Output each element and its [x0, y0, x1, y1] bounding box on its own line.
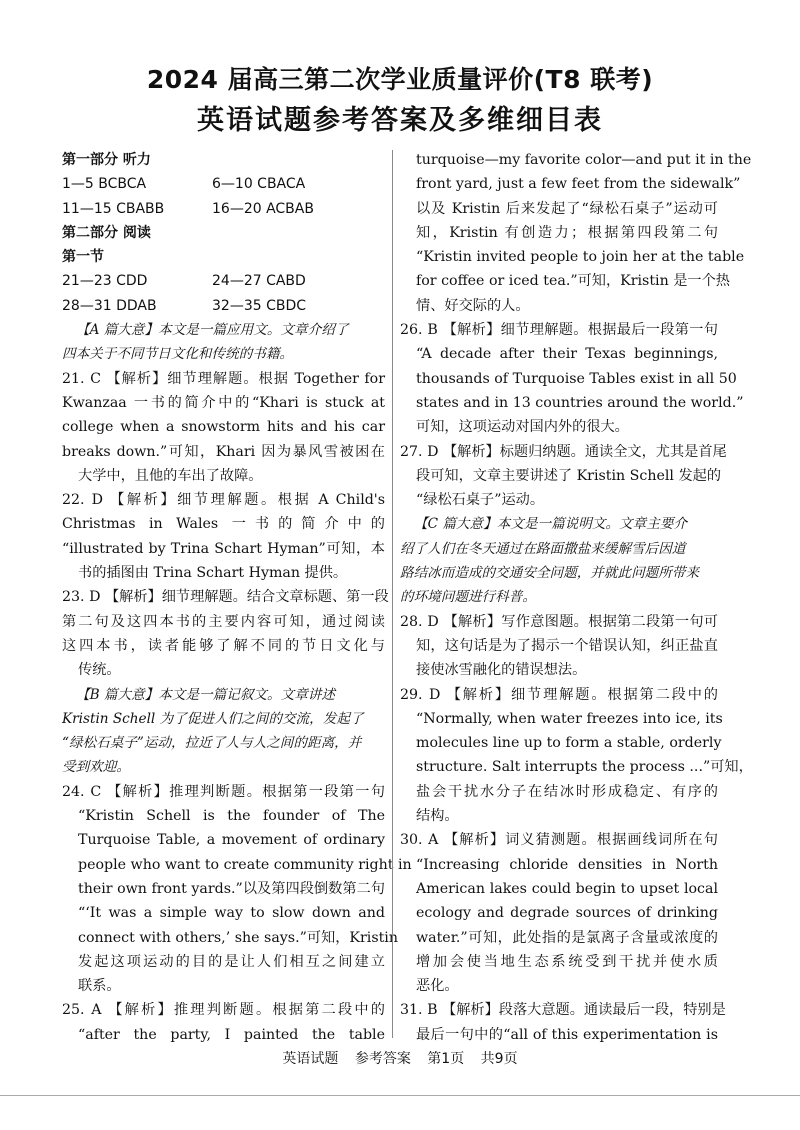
footer-label: 参考答案: [354, 1051, 411, 1067]
text-line: 21. C 【解析】细节理解题。根据 Together for: [62, 370, 385, 387]
section-heading: 第二部分 阅读: [62, 224, 151, 241]
answer-group: 28—31 DDAB: [62, 297, 157, 314]
text-line: 24. C 【解析】推理判断题。根据第一段第一句: [62, 783, 385, 800]
text-line: college when a snowstorm hits and his car: [62, 419, 385, 436]
text-line: 知，这句话是为了揭示一个错误认知，纠正盐直: [416, 637, 718, 654]
footer-subject: 英语试题: [282, 1051, 339, 1067]
answer-group: 32—35 CBDC: [212, 297, 307, 314]
section-heading: 第一部分 听力: [62, 152, 151, 168]
text-line: 接使冰雪融化的错误想法。: [416, 662, 587, 679]
text-line: 传统。: [78, 662, 121, 679]
text-line: 31. B 【解析】段落大意题。通读最后一段，特别是: [400, 1002, 726, 1019]
text-line: thousands of Turquoise Tables exist in all 50: [416, 370, 737, 387]
text-line: their own front yards.”以及第四段倒数第二句: [78, 880, 385, 897]
answer-group: 16—20 ACBAB: [212, 200, 314, 217]
text-line: 这四本书，读者能够了解不同的节日文化与: [62, 637, 385, 654]
text-line: front yard, just a few feet from the sidewalk”: [416, 176, 741, 193]
text-line: 的环境问题进行科普。: [400, 589, 536, 606]
text-line: 最后一句中的“all of this experimentation is: [416, 1026, 718, 1043]
text-line: molecules line up to form a stable, orderly: [416, 735, 722, 752]
text-line: “‘It was a simple way to slow down and: [78, 905, 385, 922]
section-heading: 第一节: [62, 249, 104, 266]
text-line: 盐会干扰水分子在结冰时形成稳定、有序的: [416, 783, 718, 800]
text-line: Kwanzaa 一书的简介中的“Khari is stuck at: [62, 394, 385, 411]
text-line: “绿松石桌子”运动，拉近了人与人之间的距离，并: [62, 735, 362, 752]
text-line: “A decade after their Texas beginnings,: [416, 346, 718, 363]
text-line: 联系。: [78, 978, 121, 995]
text-line: “绿松石桌子”运动。: [416, 492, 545, 509]
text-line: “Kristin invited people to join her at the table: [416, 249, 745, 266]
bottom-rule: [0, 1095, 800, 1096]
text-line: “after the party, I painted the table: [78, 1026, 385, 1043]
text-line: 恶化。: [416, 978, 459, 995]
text-line: “Normally, when water freezes into ice, its: [416, 710, 723, 727]
answer-key-row: [62, 172, 385, 196]
text-line: 绍了人们在冬天通过在路面撒盐来缓解雪后因道: [400, 540, 686, 557]
text-line: Kristin Schell 为了促进人们之间的交流，发起了: [62, 710, 364, 727]
answer-group: 1—5 BCBCA: [62, 176, 147, 193]
text-line: “Increasing chloride densities in North: [416, 856, 718, 873]
page-subtitle: 英语试题参考答案及多维细目表: [197, 105, 603, 136]
answer-group: 11—15 CBABB: [62, 200, 165, 217]
text-line: ecology and degrade sources of drinking: [416, 905, 718, 922]
text-line: 29. D 【解析】细节理解题。根据第二段中的: [400, 686, 718, 703]
text-line: 四本关于不同节日文化和传统的书籍。: [62, 346, 294, 363]
text-line: 增加会使当地生态系统受到干扰并使水质: [416, 953, 718, 970]
text-line: 【A 篇大意】本文是一篇应用文。文章介绍了: [76, 322, 349, 339]
column-divider: [392, 150, 393, 1038]
text-line: breaks down.”可知，Khari 因为暴风雪被困在: [62, 443, 385, 460]
text-line: structure. Salt interrupts the process ...”可知，: [416, 759, 753, 776]
answer-group: 6—10 CBACA: [212, 176, 306, 193]
text-line: “Kristin Schell is the founder of The: [78, 808, 385, 825]
text-line: 以及 Kristin 后来发起了“绿松石桌子”运动可: [416, 200, 718, 217]
answer-group: 21—23 CDD: [62, 273, 148, 290]
text-line: 结构。: [416, 808, 459, 825]
text-line: 25. A 【解析】推理判断题。根据第二段中的: [62, 1002, 385, 1019]
text-line: 受到欢迎。: [62, 759, 130, 776]
text-line: 【B 篇大意】本文是一篇记叙文。文章讲述: [76, 686, 335, 703]
text-line: states and in 13 countries around the world.”: [416, 394, 744, 411]
text-line: American lakes could begin to upset local: [416, 880, 718, 897]
answer-key-row: [62, 197, 385, 221]
text-line: 30. A 【解析】词义猜测题。根据画线词所在句: [400, 832, 718, 849]
text-line: 23. D 【解析】细节理解题。结合文章标题、第一段: [62, 589, 389, 606]
text-line: Christmas in Wales 一书的简介中的: [62, 516, 385, 533]
answer-group: 24—27 CABD: [212, 273, 306, 290]
text-line: 28. D 【解析】写作意图题。根据第二段第一句可: [400, 613, 718, 630]
footer-page-number: 第1页: [427, 1051, 465, 1067]
text-line: connect with others,’ she says.”可知，Kristin: [78, 929, 398, 946]
text-line: 第二句及这四本书的主要内容可知，通过阅读: [62, 613, 385, 630]
text-line: 大学中，且他的车出了故障。: [78, 467, 263, 484]
left-column: [62, 148, 412, 1047]
right-column: [400, 148, 753, 1047]
text-line: 知，Kristin 有创造力；根据第四段第二句: [416, 224, 718, 241]
text-line: 22. D 【解析】细节理解题。根据 A Child's: [62, 492, 385, 509]
text-line: 段可知，文章主要讲述了 Kristin Schell 发起的: [416, 467, 722, 484]
text-line: 情、好交际的人。: [416, 297, 530, 314]
text-line: water.”可知，此处指的是氯离子含量或浓度的: [416, 929, 718, 946]
text-line: 书的插图由 Trina Schart Hyman 提供。: [78, 565, 348, 582]
answer-key-row: [62, 294, 385, 318]
text-line: 【C 篇大意】本文是一篇说明文。文章主要介: [414, 516, 688, 533]
text-line: people who want to create community right in: [78, 856, 412, 873]
text-line: 可知，这项运动对国内外的很大。: [416, 419, 629, 436]
text-line: 26. B 【解析】细节理解题。根据最后一段第一句: [400, 322, 718, 339]
text-line: 发起这项运动的目的是让人们相互之间建立: [78, 953, 385, 970]
footer-total-pages: 共9页: [480, 1051, 518, 1067]
answer-key-row: [62, 269, 385, 293]
text-line: 路结冰而造成的交通安全问题，并就此问题所带来: [400, 565, 700, 582]
text-line: 27. D 【解析】标题归纳题。通读全文，尤其是首尾: [400, 443, 727, 460]
text-line: Turquoise Table, a movement of ordinary: [78, 832, 385, 849]
page-footer: [0, 1048, 800, 1068]
text-line: turquoise—my favorite color—and put it in the: [416, 152, 752, 168]
text-line: for coffee or iced tea.”可知，Kristin 是一个热: [416, 273, 730, 290]
page-title: 2024 届高三第二次学业质量评价(T8 联考): [146, 65, 654, 94]
text-line: “illustrated by Trina Schart Hyman”可知，本: [62, 540, 385, 557]
